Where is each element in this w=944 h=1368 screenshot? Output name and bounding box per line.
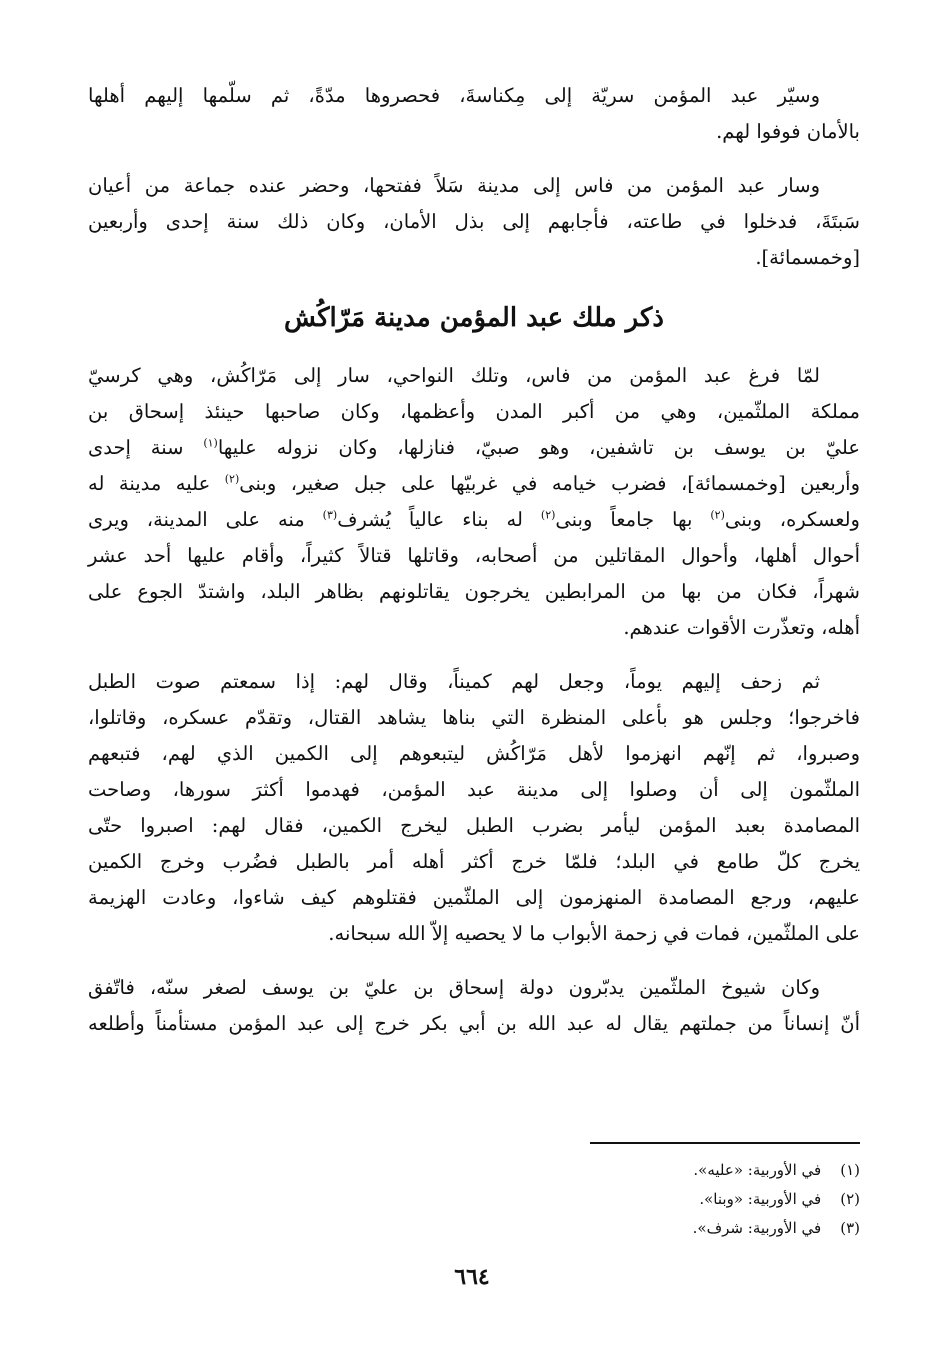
text-line: عليهم، ورجع المصامدة المنهزمون إلى الملثّمين فقتلوهم كيف شاءوا، وعادت الهزيمة	[88, 886, 860, 909]
footnote	[693, 1156, 860, 1185]
footnote-number: (١)	[840, 1161, 860, 1179]
footnote	[693, 1185, 860, 1214]
text-line	[88, 466, 860, 502]
text-line: ثم زحف إليهم يوماً، وجعل لهم كميناً، وقال لهم: إذا سمعتم صوت الطبل	[88, 670, 820, 693]
paragraph	[88, 358, 860, 646]
text-line: شهراً، فكان من بها من المرابطين يخرجون يقاتلونهم بظاهر البلد، واشتدّ الجوع على	[88, 580, 860, 603]
footnote-text: في الأوربية: شرف».	[692, 1219, 822, 1237]
text-line: وسار عبد المؤمن من فاس إلى مدينة سَلاً ففتحها، وحضر عنده جماعة من أعيان	[88, 174, 820, 197]
footnote-ref: (٢)	[224, 472, 240, 486]
text-line: سَبتَةَ، فدخلوا في طاعته، فأجابهم إلى بذل الأمان، وكان ذلك سنة إحدى وأربعين	[88, 210, 860, 233]
text-line: بالأمان فوفوا لهم.	[716, 120, 860, 143]
text-line: وسيّر عبد المؤمن سريّة إلى مِكناسةَ، فحصروها مدّةً، ثم سلّمها إليهم أهلها	[88, 84, 820, 107]
text-line: [وخمسمائة].	[755, 246, 860, 269]
text-line: فاخرجوا؛ وجلس هو بأعلى المنظرة التي بناها يشاهد القتال، وتقدّم عسكره، وقاتلوا،	[88, 706, 860, 729]
footnote-ref: (٣)	[322, 508, 338, 522]
text-segment: سنة إحدى	[88, 436, 184, 459]
text-segment: وأربعين [وخمسمائة]، فضرب خيامه في غربيّها على جبل صغير، وبنى	[239, 472, 860, 495]
footnote-text: في الأوربية: «وبنا».	[699, 1190, 822, 1208]
text-line: وصبروا، ثم إنّهم انهزموا لأهل مَرّاكُش ليتبعوهم إلى الكمين الذي لهم، فتبعهم	[88, 742, 860, 765]
page-number: ٦٦٤	[454, 1264, 490, 1290]
footnote-number: (٢)	[840, 1190, 860, 1208]
text-line	[88, 502, 860, 538]
footnote-ref: (١)	[203, 436, 218, 450]
text-line: لمّا فرغ عبد المؤمن من فاس، وتلك النواحي، سار إلى مَرّاكُش، وهي كرسيّ	[88, 364, 820, 387]
text-segment: عليه مدينة له	[88, 472, 211, 495]
text-segment: عليّ بن يوسف بن تاشفين، وهو صبيّ، فنازلها، وكان نزوله عليها	[217, 436, 860, 459]
text-line: أهله، وتعذّرت الأقوات عندهم.	[623, 616, 860, 639]
text-line: أنّ إنساناً من جملتهم يقال له عبد الله بن أبي بكر خرج إلى عبد المؤمن مستأمناً وأطلعه	[88, 1012, 860, 1035]
text-segment: بها جامعاً وبنى	[555, 508, 693, 531]
text-line: وكان شيوخ الملثّمين يدبّرون دولة إسحاق بن عليّ بن يوسف لصغر سنّه، فاتّفق	[88, 976, 820, 999]
paragraph	[88, 168, 860, 276]
text-segment: ولعسكره، وبنى	[724, 508, 860, 531]
text-line	[88, 430, 860, 466]
text-line: يخرج كلّ طامع في البلد؛ فلمّا خرج أكثر أهله أمر بالطبل فضُرب وخرج الكمين	[88, 850, 860, 873]
footnote-ref: (٢)	[540, 508, 556, 522]
section-heading: ذكر ملك عبد المؤمن مدينة مَرّاكُش	[284, 303, 664, 333]
text-segment: منه على المدينة، ويرى	[88, 508, 305, 531]
paragraph	[88, 664, 860, 952]
footnotes	[693, 1156, 860, 1243]
footnote-ref: (٢)	[710, 508, 725, 522]
footnote-divider	[590, 1142, 860, 1144]
text-segment: له بناء عالياً يُشرف	[337, 508, 523, 531]
footnote-number: (٣)	[840, 1219, 860, 1237]
footnote-text: في الأوربية: «عليه».	[693, 1161, 822, 1179]
text-line: أحوال أهلها، وأحوال المقاتلين من أصحابه، وقاتلها قتالاً كثيراً، وأقام عليها أحد عشر	[88, 544, 860, 567]
footnote	[693, 1214, 860, 1243]
text-line: الملثّمون إلى أن وصلوا إلى مدينة عبد المؤمن، فهدموا أكثرَ سورها، وصاحت	[88, 778, 860, 801]
paragraph	[88, 970, 860, 1042]
page-body	[88, 78, 860, 1060]
text-line: على الملثّمين، فمات في زحمة الأبواب ما لا يحصيه إلاّ الله سبحانه.	[328, 922, 860, 945]
paragraph	[88, 78, 860, 150]
text-line: مملكة الملثّمين، وهي من أكبر المدن وأعظمها، وكان صاحبها حينئذ إسحاق بن	[88, 400, 860, 423]
text-line: المصامدة بعبد المؤمن ليأمر بضرب الطبل ليخرج الكمين، فقال لهم: اصبروا حتّى	[88, 814, 860, 837]
